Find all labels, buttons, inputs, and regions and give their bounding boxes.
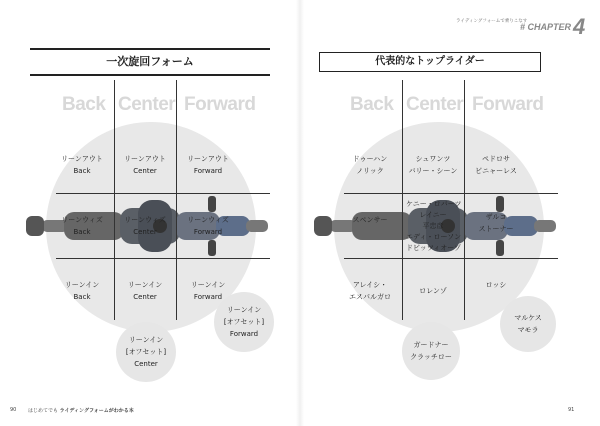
- form-cell: リーンウィズ Center: [124, 216, 166, 236]
- chapter-number: 4: [573, 14, 586, 39]
- form-cell: リーンイン Forward: [190, 281, 226, 301]
- right-page-title: 代表的なトップライダー: [319, 52, 541, 72]
- grid-line: [464, 80, 465, 320]
- column-head-center: Center: [406, 94, 464, 115]
- rider-cell: ケニー・ロバーツ レイニー 平忠彦 エディ・ローソン ドビッツィオーゾ: [406, 200, 462, 252]
- rider-cell: ロレンゾ: [419, 287, 447, 295]
- column-head-forward: Forward: [184, 94, 256, 115]
- grid-line: [56, 258, 270, 259]
- riders-diagram: [308, 80, 568, 380]
- form-cell: リーンアウト Forward: [187, 155, 229, 175]
- column-head-back: Back: [62, 94, 106, 115]
- left-page-title: 一次旋回フォーム: [30, 48, 270, 76]
- form-cell: リーンイン Center: [127, 281, 163, 301]
- grid-line: [402, 80, 403, 320]
- chapter-label: [520, 14, 585, 40]
- grid-line: [56, 193, 270, 194]
- rider-cell: ドゥーハン ノリック: [352, 155, 388, 175]
- rider-cell: アレイシ・ エスパルガロ: [349, 281, 391, 301]
- rider-cell: スペンサー: [352, 216, 388, 224]
- grid-line: [344, 258, 558, 259]
- grid-line: [176, 80, 177, 320]
- offset-center-circle: リーンイン [オフセット] Center: [116, 322, 176, 382]
- column-head-center: Center: [118, 94, 176, 115]
- page-number-left: 90: [10, 407, 17, 413]
- running-head: ライディングフォームで乗りこなす: [456, 19, 528, 24]
- rider-cell: シュワンツ バリー・シーン: [408, 155, 458, 175]
- rider-cell: ザルコ ストーナー: [478, 213, 514, 233]
- column-head-back: Back: [350, 94, 394, 115]
- chapter-text: # CHAPTER: [520, 22, 572, 32]
- riders-extra-circle: マルケス マモラ: [500, 296, 556, 352]
- form-cell: リーンウィズ Back: [61, 216, 103, 236]
- grid-line: [344, 193, 558, 194]
- form-cell: リーンアウト Back: [61, 155, 103, 175]
- offset-forward-circle: リーンイン [オフセット] Forward: [214, 292, 274, 352]
- book-title-prefix: はじめてでも: [28, 408, 59, 414]
- book-title-footer: [28, 407, 134, 414]
- form-cell: リーンアウト Center: [124, 155, 166, 175]
- form-diagram: [20, 80, 280, 380]
- form-cell: リーンウィズ Forward: [187, 216, 229, 236]
- rider-cell: ロッシ: [485, 281, 507, 289]
- column-head-forward: Forward: [472, 94, 544, 115]
- form-cell: リーンイン Back: [64, 281, 100, 301]
- riders-extra-circle: ガードナー クラッチロー: [402, 322, 460, 380]
- book-title: ライディングフォームがわかる本: [59, 408, 134, 414]
- grid-line: [114, 80, 115, 320]
- page-gutter: [296, 0, 304, 426]
- page-number-right: 91: [568, 407, 575, 413]
- rider-cell: ペドロサ ビニャーレス: [475, 155, 517, 175]
